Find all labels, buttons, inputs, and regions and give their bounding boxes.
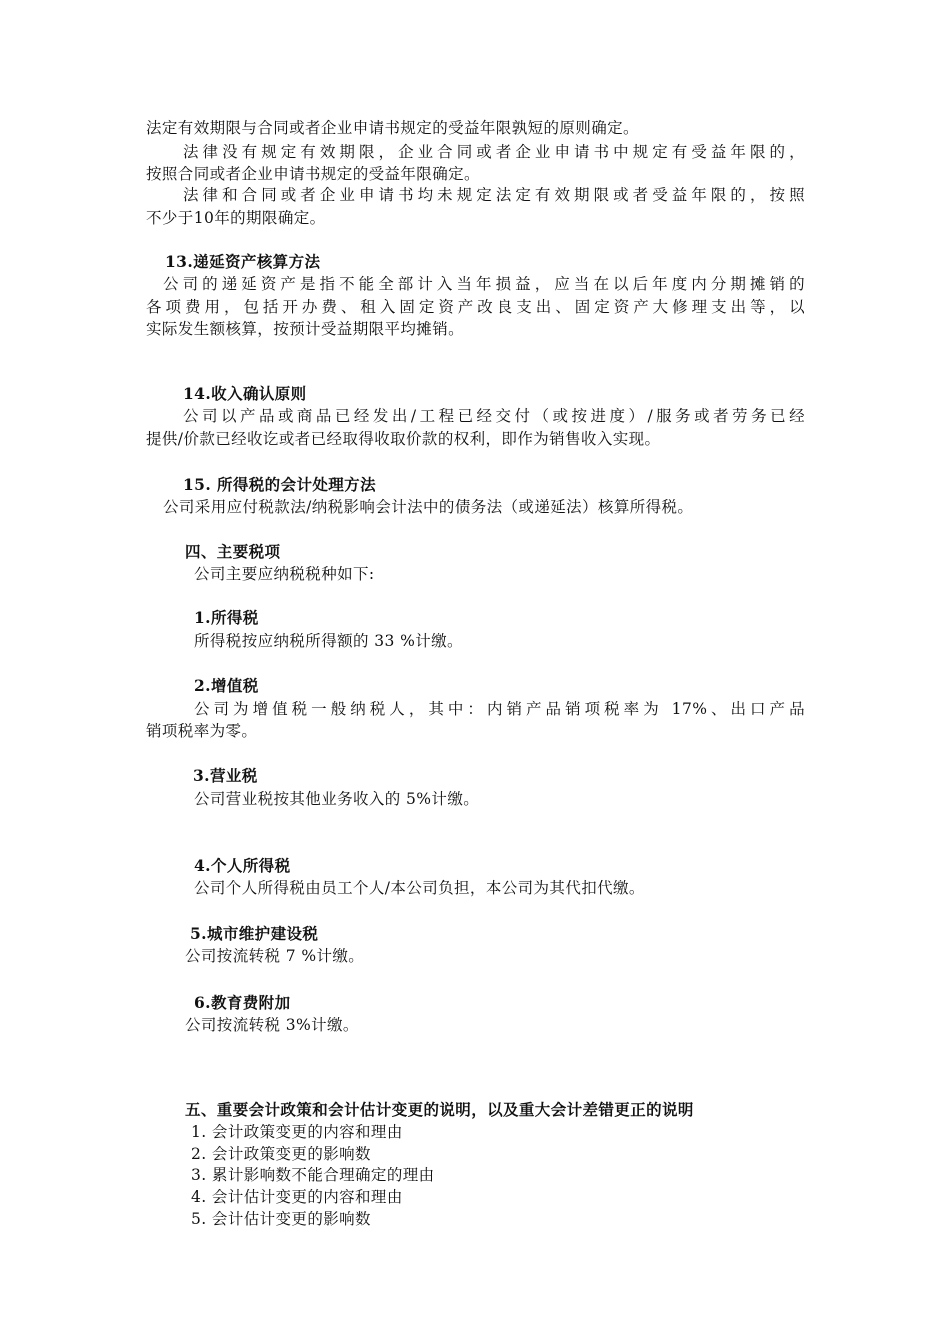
paragraph-line: 各项费用，包括开办费、租入固定资产改良支出、固定资产大修理支出等，以 — [146, 298, 805, 316]
paragraph-line: 法定有效期限与合同或者企业申请书规定的受益年限孰短的原则确定。 — [146, 119, 639, 137]
section-heading: 13.递延资产核算方法 — [165, 252, 321, 271]
list-item: 2. 会计政策变更的影响数 — [191, 1145, 371, 1163]
section-heading: 四、主要税项 — [185, 542, 281, 561]
tax-heading: 4.个人所得税 — [194, 856, 291, 875]
paragraph-line: 公司为增值税一般纳税人，其中：内销产品销项税率为 17%、出口产品 — [194, 700, 805, 718]
tax-heading: 1.所得税 — [194, 608, 259, 627]
paragraph-line: 公司营业税按其他业务收入的 5%计缴。 — [194, 790, 480, 808]
section-heading: 14.收入确认原则 — [183, 384, 307, 403]
paragraph-line: 法律没有规定有效期限，企业合同或者企业申请书中规定有受益年限的， — [183, 143, 805, 161]
list-item: 1. 会计政策变更的内容和理由 — [191, 1123, 403, 1141]
tax-heading: 2.增值税 — [194, 676, 259, 695]
paragraph-line: 所得税按应纳税所得额的 33 %计缴。 — [194, 632, 463, 650]
tax-heading: 3.营业税 — [193, 766, 258, 785]
paragraph-line: 实际发生额核算，按预计受益期限平均摊销。 — [146, 320, 465, 338]
tax-heading: 6.教育费附加 — [194, 993, 291, 1012]
paragraph-line: 公司的递延资产是指不能全部计入当年损益，应当在以后年度内分期摊销的 — [163, 275, 805, 293]
paragraph-line: 公司按流转税 3%计缴。 — [185, 1016, 359, 1034]
tax-heading: 5.城市维护建设税 — [190, 924, 319, 943]
paragraph-line: 销项税率为零。 — [146, 722, 258, 740]
paragraph-line: 公司主要应纳税税种如下: — [194, 565, 375, 583]
section-heading: 15. 所得税的会计处理方法 — [183, 475, 376, 494]
section-heading: 五、重要会计政策和会计估计变更的说明，以及重大会计差错更正的说明 — [185, 1100, 694, 1119]
paragraph-line: 公司以产品或商品已经发出/工程已经交付（或按进度）/服务或者劳务已经 — [183, 407, 805, 425]
paragraph-line: 法律和合同或者企业申请书均未规定法定有效期限或者受益年限的，按照 — [183, 186, 805, 204]
list-item: 3. 累计影响数不能合理确定的理由 — [191, 1166, 435, 1184]
paragraph-line: 公司采用应付税款法/纳税影响会计法中的债务法（或递延法）核算所得税。 — [163, 498, 694, 516]
paragraph-line: 公司按流转税 7 %计缴。 — [185, 947, 365, 965]
paragraph-line: 提供/价款已经收讫或者已经取得收取价款的权利，即作为销售收入实现。 — [146, 430, 661, 448]
list-item: 5. 会计估计变更的影响数 — [191, 1210, 371, 1228]
paragraph-line: 按照合同或者企业申请书规定的受益年限确定。 — [146, 165, 480, 183]
list-item: 4. 会计估计变更的内容和理由 — [191, 1188, 403, 1206]
paragraph-line: 不少于10年的期限确定。 — [146, 209, 326, 227]
paragraph-line: 公司个人所得税由员工个人/本公司负担，本公司为其代扣代缴。 — [194, 879, 645, 897]
